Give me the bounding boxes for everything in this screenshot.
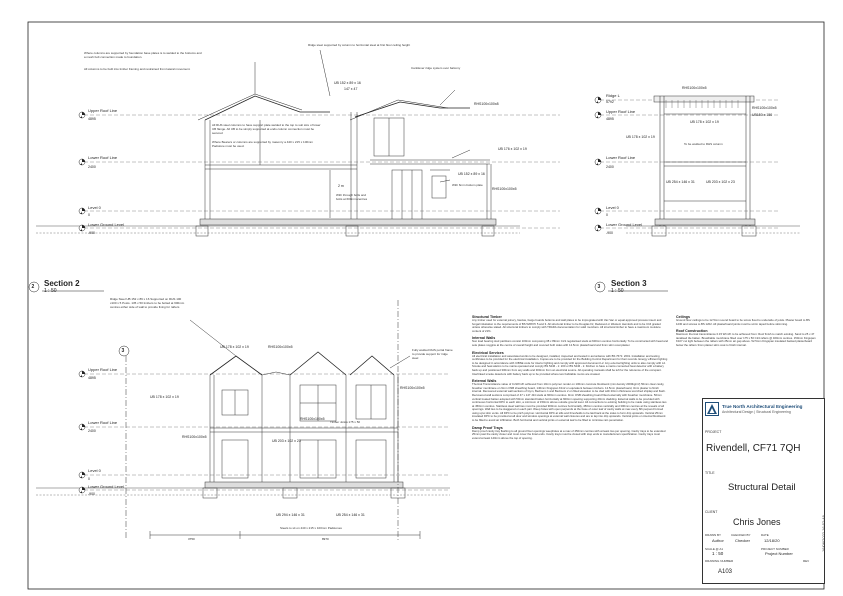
label-s3-ub-203: UB 203 x 102 x 23 bbox=[706, 180, 735, 184]
s2-upper-roof-value: 4895 bbox=[88, 376, 96, 380]
s3-lower-roof-value: 2400 bbox=[606, 165, 614, 169]
note-weld-rhs: To be welded to RHS column bbox=[684, 142, 723, 146]
label-s2-ub-203: UB 203 x 102 x 23 bbox=[272, 439, 301, 443]
level-lower-roof-value: 2400 bbox=[88, 165, 96, 169]
note-timber-joists: Timber Joists 175 x 50 bbox=[330, 420, 361, 424]
level-upper-roof-value: 4895 bbox=[88, 117, 96, 121]
client-label: CLIENT bbox=[705, 510, 718, 514]
spec-roof-head: Roof Construction bbox=[676, 329, 708, 334]
spec-column-left bbox=[472, 312, 668, 574]
label-s3-rhs-top: RHS100x100x5 bbox=[682, 86, 707, 90]
s2-lower-roof-value: 2400 bbox=[88, 429, 96, 433]
section-2-title: Section 2 bbox=[44, 279, 80, 288]
label-rhs-top: RHS100x100x8 bbox=[474, 102, 499, 106]
section-3-number: 3 bbox=[597, 283, 601, 290]
date-value: 12/18/20 bbox=[764, 538, 780, 543]
s3-lower-ground-value: -900 bbox=[606, 231, 614, 235]
spec-ceilings: Ground floor ceilings to be 12.5mm sound board to be screw fixed to underside of joists. Plaster board to BS 1230 and screws to BS 1202. All plasterboard joints must be scrim taped before skimming. bbox=[676, 318, 810, 326]
checked-value: Checker bbox=[735, 538, 750, 543]
drawing-number-value: A103 bbox=[718, 569, 733, 575]
s2-lower-roof-label: Lower Roof Line bbox=[88, 420, 118, 425]
label-s2-ub-178b: UB 178 x 102 x 19 bbox=[150, 395, 179, 399]
spec-ceilings-head: Ceilings bbox=[676, 315, 690, 319]
company-logo-icon bbox=[705, 402, 719, 416]
label-s3-rhs-right: RHS100x100x5 bbox=[752, 106, 777, 110]
scale-label: SCALE @ A1 bbox=[705, 547, 724, 551]
s3-ridge-value: 5792 bbox=[606, 100, 614, 104]
s2-level-0-label: Level 0 bbox=[88, 468, 101, 473]
s2-lower-ground-value: -900 bbox=[88, 492, 96, 496]
spec-column-right bbox=[676, 312, 816, 392]
level-0-value: 0 bbox=[88, 213, 90, 217]
s3-upper-roof-value: 4895 bbox=[606, 117, 614, 121]
note-rhs-columns: Where columns are supported by foundation base plates is to welded to the bottoms and a mesh bolt connection made to foundation. bbox=[84, 51, 202, 59]
note-steels: Steels to sit on 440 x 215 x 100mm Padstones bbox=[280, 526, 342, 530]
project-label: PROJECT bbox=[705, 430, 722, 434]
project-number-label: PROJECT NUMBER bbox=[761, 547, 789, 551]
note-bolts: With through bolts and bolts at 600mm centres bbox=[336, 193, 368, 201]
note-ridge-beam: Ridge Steel UB 152 x 89 x 16 Supported on RHS 100 x100 x 5 Posts. 135 x 50 timbers to be bolted at 600mm centres either side of wall to provide fixing for rafters bbox=[110, 297, 185, 309]
dim-3750: 3750 bbox=[188, 537, 195, 541]
label-s2-rhs-top: RHS100x100x5 bbox=[268, 345, 293, 349]
section-cut-number: 3 bbox=[121, 347, 125, 354]
level-lower-ground-value: -900 bbox=[88, 231, 96, 235]
note-bottom-plate: With 6mm bottom plate bbox=[452, 183, 483, 187]
s3-ridge-label: Ridge L bbox=[606, 93, 620, 98]
level-lower-ground-label: Lower Ground Level bbox=[88, 222, 125, 227]
spec-structural-timber-head: Structural Timber bbox=[472, 315, 502, 319]
label-s2-rhs-left: RHS100x100x5 bbox=[182, 435, 207, 439]
drawn-value: Author bbox=[712, 538, 724, 543]
label-147: 147 x 47 bbox=[344, 87, 358, 91]
note-bearers: Where Bearers or columns are supported by masonry a 440 x 215 x 100mm Padstone must be used. bbox=[212, 140, 314, 148]
print-timestamp: 16/06/2022 16:52:48 bbox=[821, 515, 826, 552]
spec-external-walls: Thermal Transmittance value of 0.2W/m²K achieved from 10mm polymer render on 100mm concrete blockwork (min density 2000kg/m³) 50mm clear cavity, breather membrane on 9mm OSB sheathing board, 140mm Kingspan K112 or equivalent between timbers. 12.5mm plasterboard, 3mm plaster to finish internal. Recovered external wall sections of Gym, Bedroom 1 and Bedroom 2 on fitted elevation to be clad with 20mm thickness scorched shiplap and flash. Recovered wall sections comprised of 47 x 147 J24 studs at 600mm centres. 9mm OSB sheathing board fitted externally with breather membrane. 50mm vertical treated batten adopted with 50mm standard batten horizontally at 600mm spacing supporting 20mm cladding. External walls to be provided with continuous horizontal DPC to each skin, a minimum of 150mm above outside ground level. All connections to existing building to be made using stainless ties at 450mm centres. Stainless steel wall ties must be provided 900mm centres horizontally, 450mm centres vertically and 300mm centres at the reveals of all openings. Wall ties to be staggered on each pair. Weep holes with open perpends at the base of outer leaf of cavity walls at max every 8th perpend formed using upvc slim vents. All DPC to be pitch polymer. Horizontal DPC at sills and thresholds to be laid back at the sides to form drip upstands. Vertical 25mm insulated DPC to be provided at all door and window openings at external wall closures and are to lap into drip upstands. Vertical joints on internal blockwork to be filled to avoid air infiltration. Both horizontal and vertical joints on external leaf to be filled to minimise rain penetration. bbox=[472, 382, 667, 423]
spec-internal-walls: Non load bearing stud partitions consist 100mm composing 38 x 89mm CLS regularised studs at 600mm centres horizontally. To be constructed with head and sole plates noggins at the centre of overall height and covered both sides with 12.5mm plasterboard and 3mm skim coat plaster. bbox=[472, 339, 668, 347]
section-2-scale: 1 : 50 bbox=[44, 288, 57, 294]
note-rhs-weld: All RHS steel columns to have support plate welded to the top to suit size of lower UB flange. All UB to be simply supported at ends column connection must be secured bbox=[212, 123, 321, 135]
spec-damp: Damp proof cavity tray flashing to all ground floor openings weepholes at a max of 450mm centres with at least two per opening. Cavity trays to be extended 25mm past the cavity closer and must cover the lintel ends. Cavity trays must be closed with stop ends to manufacturers specification. Cavity trays must extend at least 140mm above the top of opening. bbox=[472, 428, 666, 440]
note-ridge-steel: Ridge steel supported by column to horizontal steel at first floor ceiling height bbox=[308, 43, 411, 47]
s2-upper-roof-label: Upper Roof Line bbox=[88, 367, 118, 372]
checked-label: CHECKED BY bbox=[731, 533, 751, 537]
level-lower-roof-label: Lower Roof Line bbox=[88, 155, 118, 160]
label-2m: 2 m bbox=[338, 184, 344, 188]
note-fully-welded: Fully welded RHS portal frame to provide support for ridge steel bbox=[412, 348, 453, 360]
label-s2-rhs-mid: RHS100x100x5 bbox=[300, 417, 325, 421]
drawing-number-label: DRAWING NUMBER bbox=[705, 559, 734, 563]
drawing-title: Structural Detail bbox=[728, 482, 796, 493]
s2-level-0-value: 0 bbox=[88, 477, 90, 481]
spec-damp-head: Damp Proof Trays bbox=[472, 425, 503, 430]
spec-structural-timber: Any timber used for external joinery, fascias, barge boards bottoms and wall plates to be impregnated with Vac Vac or equal approved process insect and fungal infestation to the requirements of BS 5268 Pt 5 and 3. All structural timber to be Douglas Fir, Redwood or Western Hemlock and to be C16 graded unless otherwise stated. All structural timbers to comply with TRADA documentation for solid members. All structural timber to have a maximum moisture content of 21%. bbox=[472, 318, 662, 333]
drawn-label: DRAWN BY bbox=[705, 533, 722, 537]
label-s2-ub-254: UB 254 x 146 x 31 bbox=[336, 513, 365, 517]
label-rhs-right: RHS100x100x5 bbox=[492, 187, 517, 191]
section-2-number: 2 bbox=[31, 283, 35, 290]
level-0-label: Level 0 bbox=[88, 205, 101, 210]
note-rhs-fire: All columns to be built into timber framing and restrained from lateral movement. bbox=[84, 67, 191, 71]
label-s2-ub-178: UB 178 x 102 x 19 bbox=[220, 345, 249, 349]
s3-level-0-value: 0 bbox=[606, 213, 608, 217]
label-s2-ub-294: UB 294 x 146 x 31 bbox=[276, 513, 305, 517]
company-subtitle: Architectural Design | Structural Engineering bbox=[722, 410, 791, 414]
label-ub-152-top: UB 152 x 89 x 16 bbox=[334, 81, 361, 85]
s3-level-0-label: Level 0 bbox=[606, 205, 619, 210]
label-ub-150: UB150 x 150 bbox=[752, 113, 773, 117]
label-s3-ub-178: UB 178 x 102 x 19 bbox=[690, 120, 719, 124]
spec-electrical-head: Electrical Services bbox=[472, 350, 504, 355]
s3-lower-ground-label: Lower Ground Level bbox=[606, 222, 643, 227]
s3-lower-roof-label: Lower Roof Line bbox=[606, 155, 636, 160]
note-cantilever: Cantilever ridge system over balcony bbox=[411, 66, 461, 70]
spec-electrical: All electrical installation and associated works to be designed, installed, inspected and tested in accordance with BS 7671: 2001. Installation and testing certificates to be provided for the electrical installation. Copies are to be provided for the Building Control Department for their records. Energy efficient lighting to be designed in accordance with CIBSE code for interior lighting and comply with approved document L2. Any external lighting units to also comply with L2. Smoke and heat alarms to be mains operated and comply BS 5446 - 1: 200 or BS 5446 - 2. Kitchen to have a mains connected heat detector with a battery back up and positioned 300mm from any walls and 300mm from an electrical source. All operating manuals shall be left for the reference of the occupant. Interlinked smoke detectors with battery back up to be provided where two habitable rooms are created. bbox=[472, 353, 668, 376]
client-name: Chris Jones bbox=[733, 517, 781, 527]
dim-8970: 8970 bbox=[322, 537, 329, 541]
section-3-scale: 1 : 50 bbox=[611, 288, 624, 294]
label-s3-ub-178b: UB 178 x 102 x 19 bbox=[626, 135, 655, 139]
label-ub-152-right: UB 152 x 89 x 16 bbox=[458, 172, 485, 176]
date-label: DATE bbox=[761, 533, 769, 537]
company-name: True North Architectural Engineering bbox=[722, 404, 803, 409]
label-ub-176: UB 176 x 102 x 19 bbox=[498, 147, 527, 151]
level-upper-roof-label: Upper Roof Line bbox=[88, 108, 118, 113]
spec-internal-walls-head: Internal Walls bbox=[472, 336, 496, 341]
spec-roof: Maximum thermal transmittance 0.15 W/m²K to be achieved from: Roof finish to match existing. Sand to 25 x 47 tanalised tile batten. Breathable membrane fitted over 175 x 50 C24 rafters @ 400mm centres. 150mm Kingspan K107 cut tight between the rafters with 25mm air gap above. 52.5mm Kingspan insulated backed plasterboard below the rafters 3mm plaster skim coat to finish internal. bbox=[676, 332, 816, 347]
s2-lower-ground-label: Lower Ground Level bbox=[88, 484, 125, 489]
spec-external-walls-head: External Walls bbox=[472, 379, 497, 384]
label-s3-ub-254: UB 254 x 146 x 31 bbox=[666, 180, 695, 184]
project-number-value: Project Number bbox=[765, 551, 793, 556]
rev-label: REV bbox=[803, 559, 810, 563]
s3-upper-roof-label: Upper Roof Line bbox=[606, 109, 636, 114]
section-3-title: Section 3 bbox=[611, 279, 647, 288]
scale-value: 1 : 50 bbox=[712, 551, 724, 556]
label-s2-rhs-right: RHS100x100x5 bbox=[400, 386, 425, 390]
project-name: Rivendell, CF71 7QH bbox=[706, 443, 801, 454]
title-label: TITLE bbox=[705, 471, 715, 475]
